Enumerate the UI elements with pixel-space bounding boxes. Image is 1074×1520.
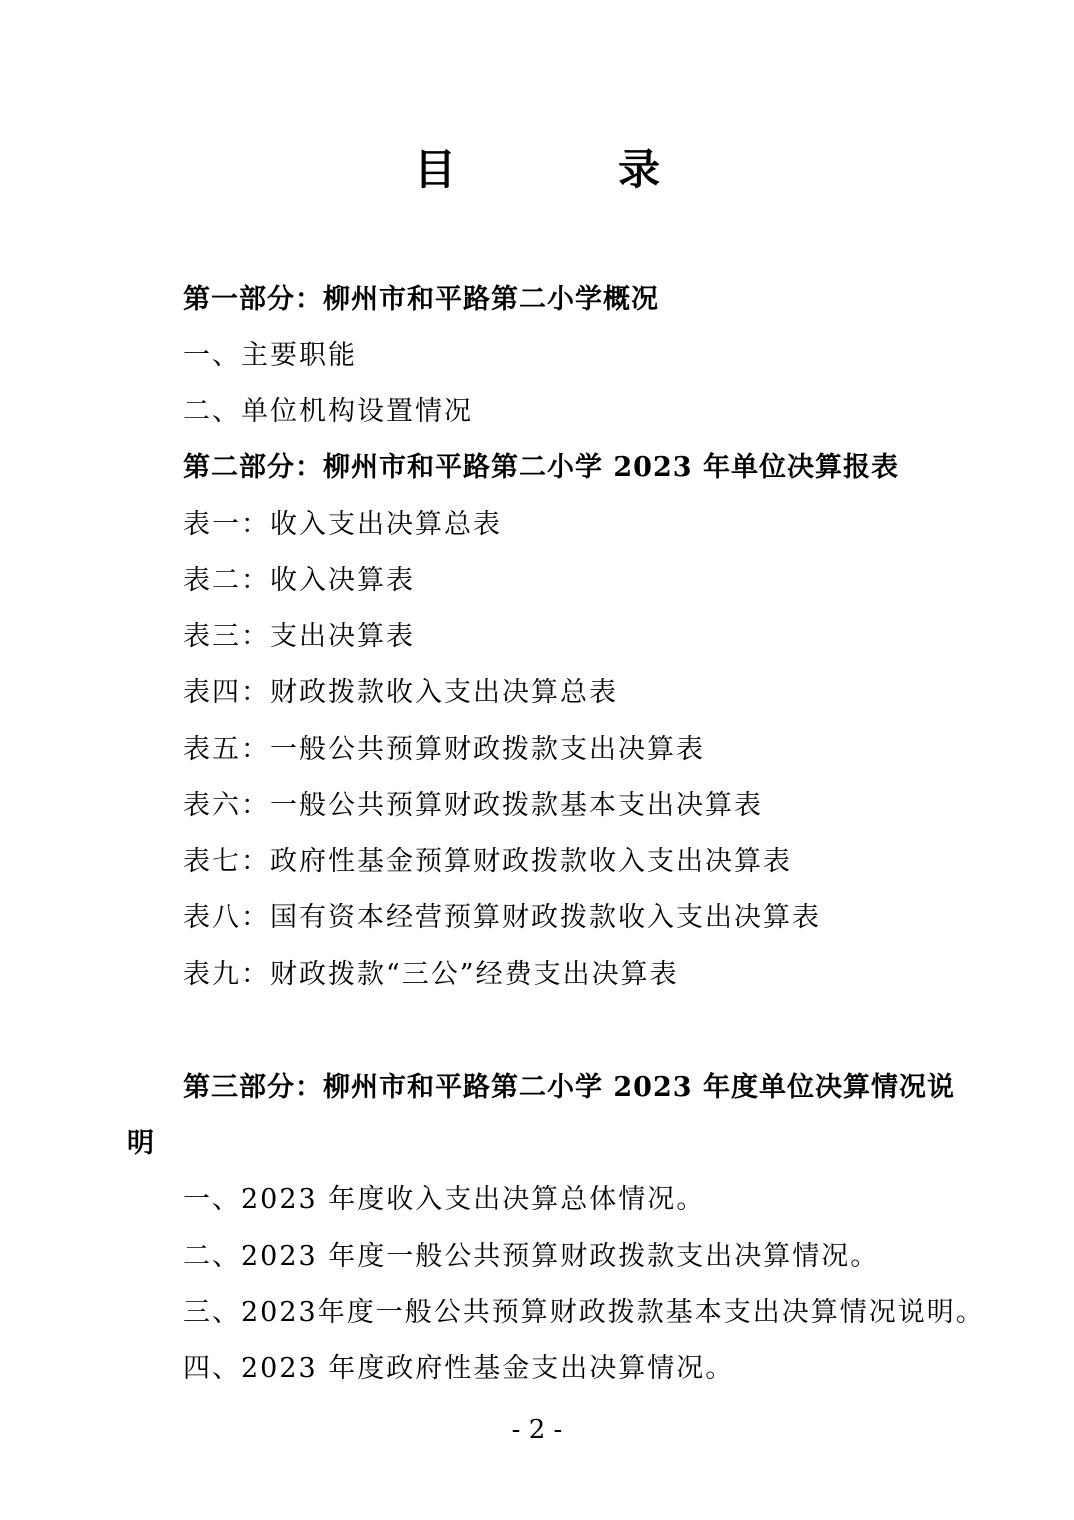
toc-item: 表二：收入决算表	[183, 565, 415, 596]
part3-heading-continuation: 明	[127, 1128, 155, 1159]
toc-item: 表八：国有资本经营预算财政拨款收入支出决算表	[183, 902, 821, 933]
toc-item: 表四：财政拨款收入支出决算总表	[183, 677, 618, 708]
page-number: - 2 -	[511, 1415, 563, 1445]
part2-heading: 第二部分：柳州市和平路第二小学 2023 年单位决算报表	[183, 452, 899, 483]
toc-item: 表五：一般公共预算财政拨款支出决算表	[183, 734, 705, 765]
page-title: 目 录	[413, 145, 720, 194]
toc-item: 表六：一般公共预算财政拨款基本支出决算表	[183, 790, 763, 821]
toc-item: 表一：收入支出决算总表	[183, 509, 502, 540]
toc-item: 二、单位机构设置情况	[183, 396, 473, 427]
toc-item: 二、2023 年度一般公共预算财政拨款支出决算情况。	[183, 1241, 880, 1272]
toc-item: 一、2023 年度收入支出决算总体情况。	[183, 1184, 706, 1215]
toc-item: 表三：支出决算表	[183, 621, 415, 652]
toc-item: 三、2023年度一般公共预算财政拨款基本支出决算情况说明。	[183, 1297, 985, 1328]
part1-heading: 第一部分：柳州市和平路第二小学概况	[183, 284, 659, 315]
part3-heading: 第三部分：柳州市和平路第二小学 2023 年度单位决算情况说	[183, 1072, 955, 1103]
toc-item: 表九：财政拨款“三公”经费支出决算表	[183, 959, 679, 990]
toc-item: 四、2023 年度政府性基金支出决算情况。	[183, 1353, 735, 1384]
toc-item: 一、主要职能	[183, 340, 357, 371]
toc-item: 表七：政府性基金预算财政拨款收入支出决算表	[183, 846, 792, 877]
